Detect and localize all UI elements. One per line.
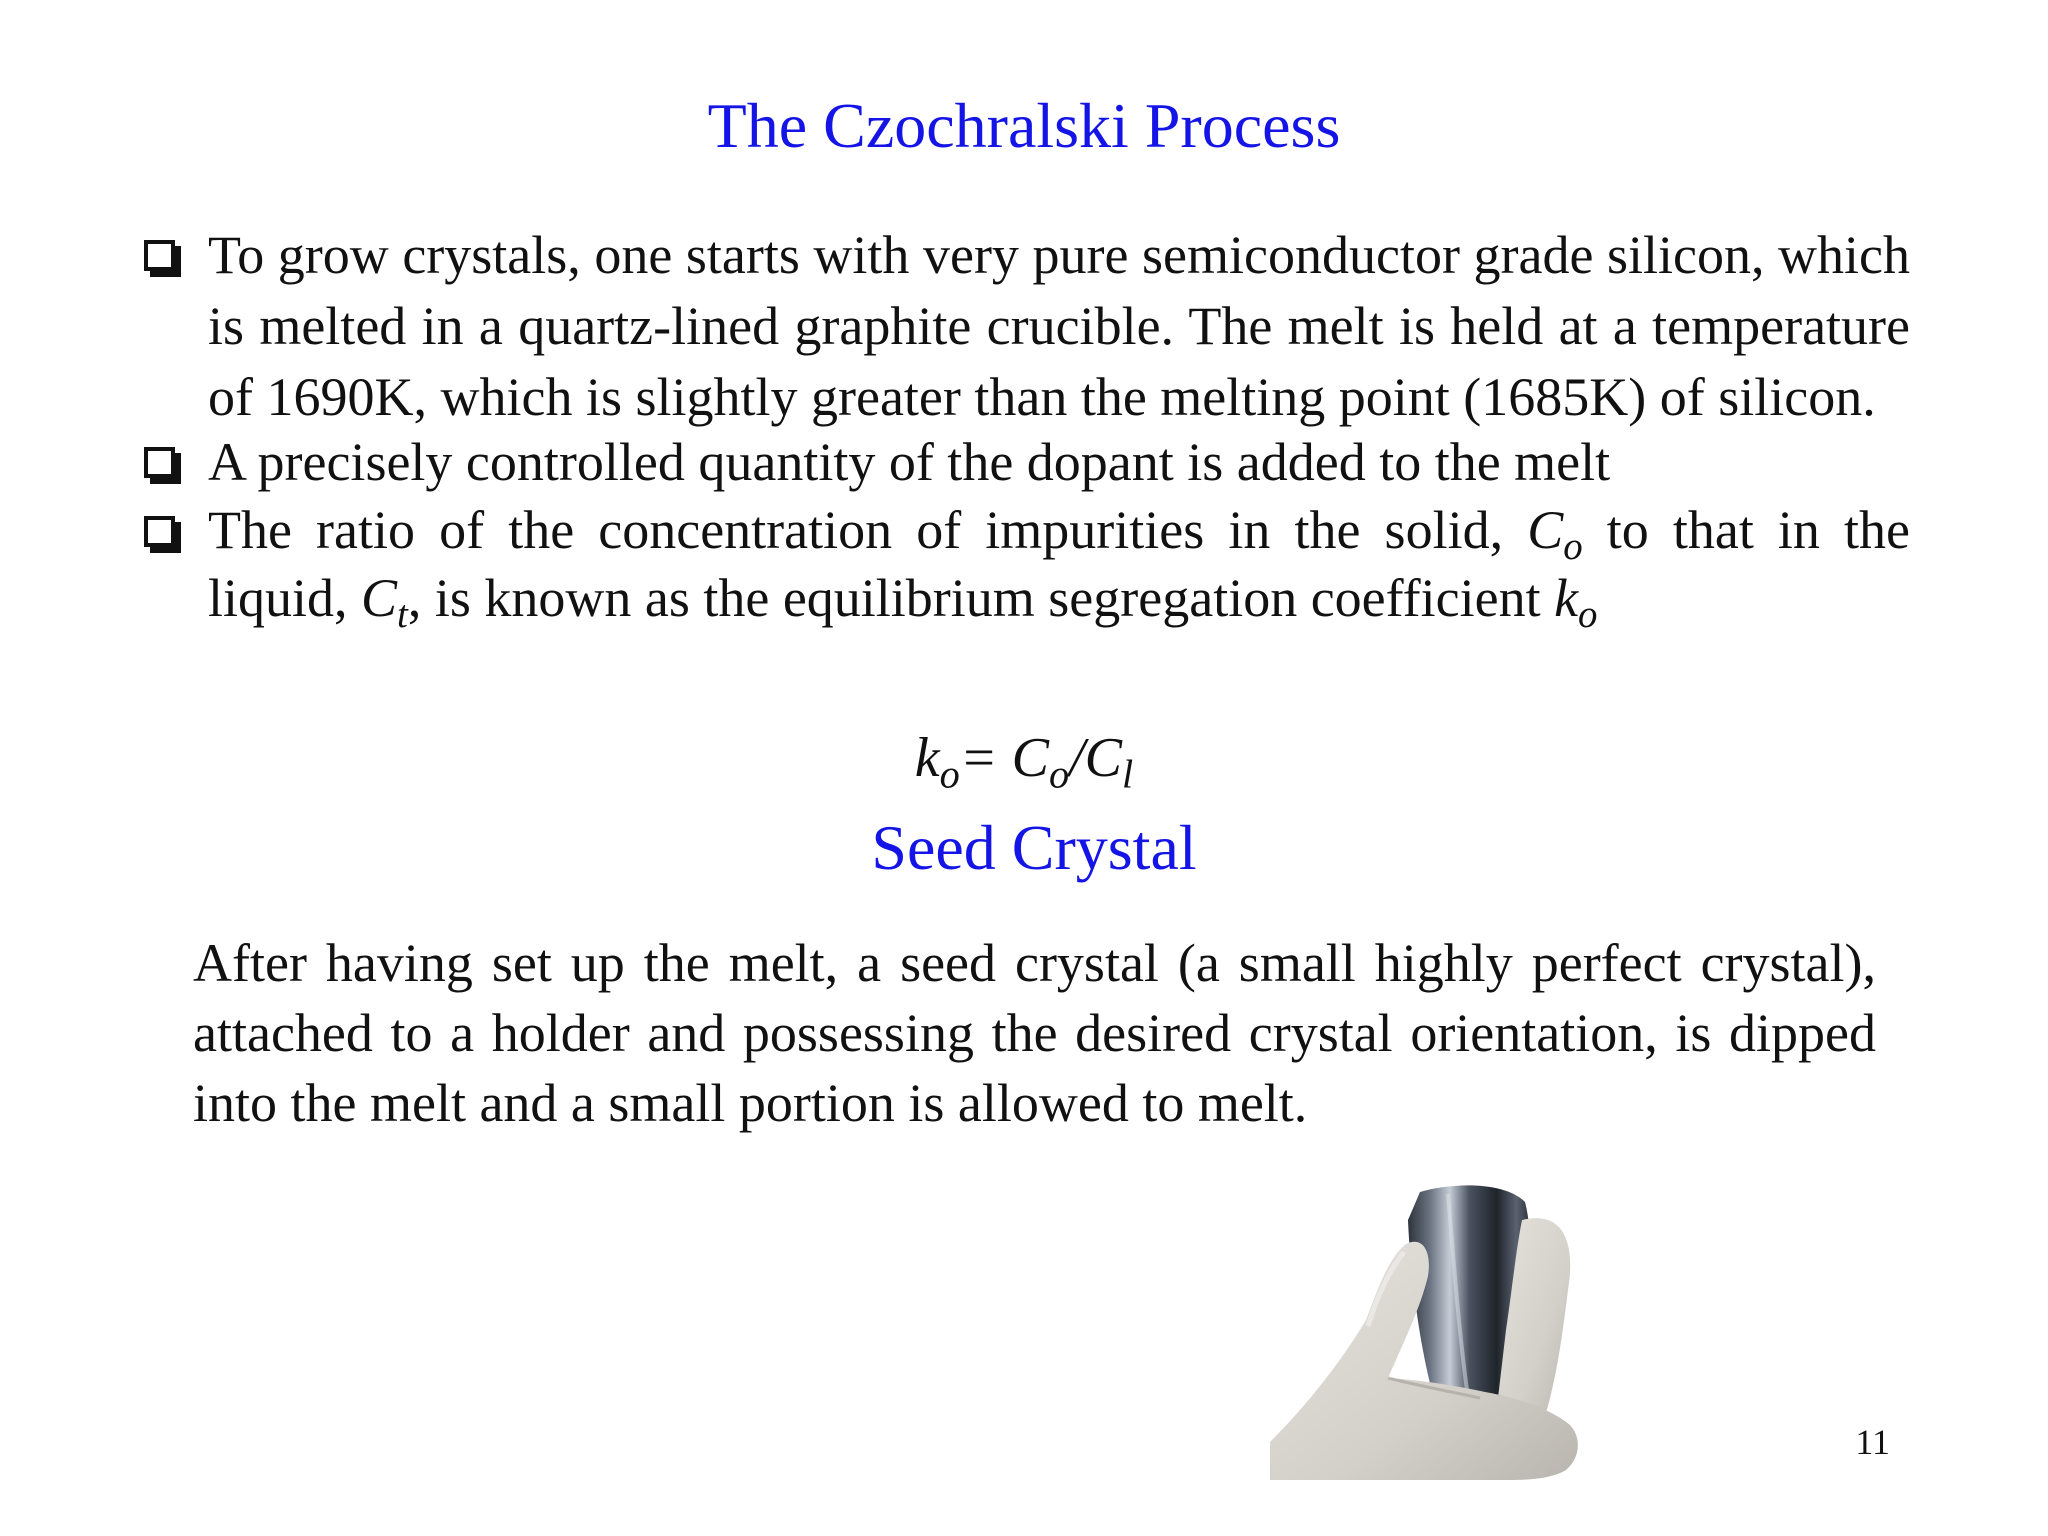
bullet-text: To grow crystals, one starts with very pure semiconductor grade silicon, which is melted in a quartz-lined graphite crucible. The melt is held at a temperature of 1690K, which is slightly greater than the melting point (1685K) of silicon.	[208, 225, 1910, 427]
bullet-item	[140, 496, 1911, 636]
symbol-c-solid: $C_o$	[1527, 500, 1583, 568]
bullet-item	[140, 220, 1910, 433]
checkbox-bullet-icon	[144, 240, 175, 271]
bullet-item	[140, 427, 1910, 497]
seed-crystal-photo	[1270, 1180, 1640, 1480]
slide-title: The Czochralski Process	[707, 90, 1341, 161]
checkbox-bullet-icon	[144, 516, 175, 547]
bullet-text-part: to that in the liquid,	[208, 500, 1911, 628]
segregation-equation: $k_o= C_o/C_l$	[914, 727, 1134, 797]
symbol-c-liquid: $C_t$	[361, 568, 408, 636]
checkbox-bullet-icon	[144, 447, 175, 478]
bullet-text-part: , is known as the equilibrium segregation coefficient	[407, 568, 1555, 628]
bullet-text-part: The ratio of the concentration of impurities in the solid,	[208, 500, 1528, 560]
seed-crystal-paragraph: After having set up the melt, a seed crystal (a small highly perfect crystal), attached to a holder and possessing the desired crystal orientation, is dipped into the melt and a small portion is allowed to melt.	[193, 933, 1876, 1133]
symbol-k: $k_o$	[1554, 568, 1598, 636]
bullet-list	[140, 220, 1911, 636]
section-title-seed-crystal: Seed Crystal	[871, 812, 1197, 883]
page-number: 11	[1855, 1422, 1890, 1462]
gloved-hand-holding-silicon-crystal-icon	[1270, 1180, 1640, 1480]
bullet-text: A precisely controlled quantity of the dopant is added to the melt	[208, 432, 1611, 492]
